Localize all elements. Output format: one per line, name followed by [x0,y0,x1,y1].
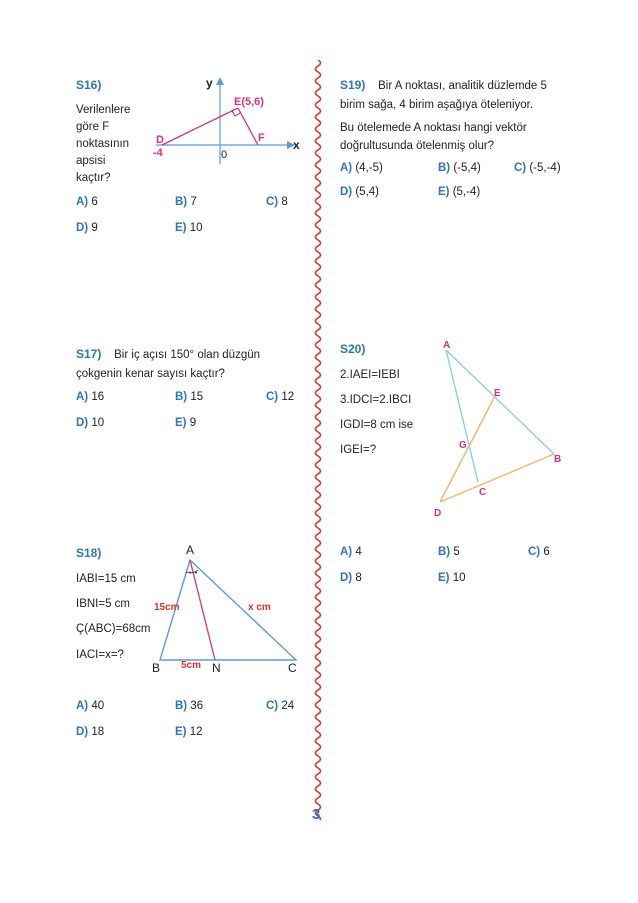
question-20-line-2: 3.IDCI=2.IBCI [340,394,412,406]
column-divider [308,60,328,820]
option-19-a[interactable]: A) (4,-5) [340,162,383,174]
fig16-e-label: E(5,6) [234,96,264,108]
question-16-number: S16) [76,78,102,92]
fig16-y-label: y [206,76,213,90]
option-18-e[interactable]: E) 12 [175,726,203,738]
question-20-figure [430,336,580,526]
question-18-line-2: IBNI=5 cm [76,598,131,610]
option-19-e[interactable]: E) (5,-4) [438,186,481,198]
question-20-line-3: IGDI=8 cm ise [340,419,414,431]
fig18-n-label: N [212,661,221,675]
page-number: 3 [312,806,321,823]
option-19-d[interactable]: D) (5,4) [340,186,379,198]
fig20-g-label: G [459,440,467,451]
fig20-b-label: B [554,454,562,465]
option-20-d[interactable]: D) 8 [340,572,362,584]
option-16-a[interactable]: A) 6 [76,196,98,208]
fig18-c-label: C [288,661,297,675]
question-18-figure [148,538,308,678]
question-17-text: S17) Bir iç açısı 150° olan düzgün çokgenin kenar sayısı kaçtır? [76,347,261,380]
option-17-a[interactable]: A) 16 [76,391,105,403]
fig18-bn-length: 5cm [181,660,202,671]
option-16-c[interactable]: C) 8 [266,196,288,208]
option-18-b[interactable]: B) 36 [175,700,204,712]
fig20-a-label: A [443,340,451,351]
fig18-ac-length: x cm [248,602,271,613]
question-20-line-1: 2.IAEI=IEBI [340,369,400,381]
option-17-b[interactable]: B) 15 [175,391,204,403]
option-16-d[interactable]: D) 9 [76,222,98,234]
question-19-text: S19) Bir A noktası, analitik düzlemde 5 birim sağa, 4 birim aşağıya öteleniyor. Bu ötelemede A noktası hangi vektör doğrultusunda ötelenmiş olur? [340,78,547,152]
option-18-d[interactable]: D) 18 [76,726,105,738]
fig16-x-label: x [293,138,300,152]
question-16-text: Verilenlere göre F noktasının apsisi kaçtır? [76,104,131,184]
option-19-c[interactable]: C) (-5,-4) [514,162,561,174]
option-18-a[interactable]: A) 40 [76,700,105,712]
option-20-c[interactable]: C) 6 [528,546,550,558]
option-20-a[interactable]: A) 4 [340,546,362,558]
question-20-line-4: IGEI=? [340,444,377,456]
question-18-line-1: IABI=15 cm [76,573,136,585]
fig16-d-value: -4 [153,147,163,159]
option-16-e[interactable]: E) 10 [175,222,203,234]
option-17-e[interactable]: E) 9 [175,417,197,429]
fig20-e-label: E [494,388,501,399]
fig16-d-label: D [156,134,164,146]
fig20-d-label: D [434,508,442,519]
question-18-number: S18) [76,546,102,560]
fig20-c-label: C [479,487,487,498]
question-20-number: S20) [340,342,366,356]
question-16-figure [148,74,308,174]
option-19-b[interactable]: B) (-5,4) [438,162,481,174]
svg-text:•: • [188,570,192,577]
option-16-b[interactable]: B) 7 [175,196,197,208]
fig18-b-label: B [152,661,161,675]
option-20-e[interactable]: E) 10 [438,572,466,584]
option-20-b[interactable]: B) 5 [438,546,460,558]
question-18-line-3: Ç(ABC)=68cm [76,623,151,635]
option-18-c[interactable]: C) 24 [266,700,295,712]
svg-text:•: • [194,570,198,577]
option-17-c[interactable]: C) 12 [266,391,295,403]
option-17-d[interactable]: D) 10 [76,417,105,429]
fig18-a-label: A [186,543,195,557]
fig16-f-label: F [258,132,265,144]
fig18-ab-length: 15cm [154,602,180,613]
fig16-origin: 0 [221,149,228,161]
question-18-line-4: IACI=x=? [76,649,124,661]
